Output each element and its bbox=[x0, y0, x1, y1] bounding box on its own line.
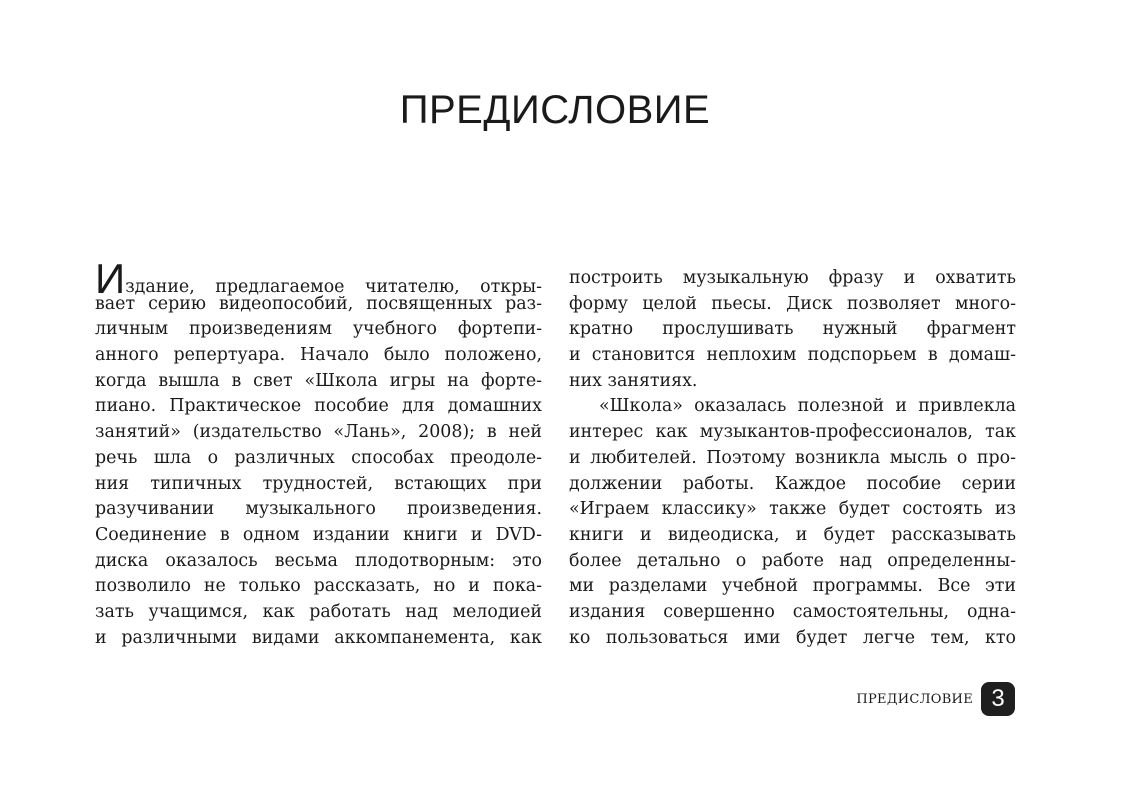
text-line: форму целой пьесы. Диск позволяет много- bbox=[569, 293, 1016, 314]
text-line: диска оказалось весьма плодотворным: это bbox=[95, 550, 542, 571]
text-line: «Школа» оказалась полезной и привлекла bbox=[599, 396, 1016, 417]
text-line: личным произведениям учебного фортепи- bbox=[95, 319, 542, 340]
text-line-content: здание, предлагаемое читателю, откры- bbox=[125, 277, 542, 297]
text-line: Соединение в одном издании книги и DVD- bbox=[95, 524, 542, 545]
left-column bbox=[95, 255, 542, 651]
text-line: речь шла о различных способах преодоле- bbox=[95, 447, 542, 468]
text-line: «Играем классику» также будет состоять из bbox=[569, 499, 1016, 520]
text-line: пиано. Практическое пособие для домашних bbox=[95, 396, 542, 417]
page-title: ПРЕДИСЛОВИЕ bbox=[399, 88, 711, 132]
right-column bbox=[569, 266, 1016, 651]
text-line: должении работы. Каждое пособие серии bbox=[569, 473, 1016, 494]
text-line: позволило не только рассказать, но и пока- bbox=[95, 576, 542, 597]
text-line: и любителей. Поэтому возникла мысль о про- bbox=[569, 447, 1016, 468]
text-line: них занятиях. bbox=[569, 370, 698, 391]
text-line: издания совершенно самостоятельны, одна- bbox=[569, 601, 1016, 622]
drop-cap: И bbox=[95, 255, 126, 302]
text-line: занятий» (издательство «Лань», 2008); в ней bbox=[95, 422, 542, 443]
text-line: когда вышла в свет «Школа игры на форте- bbox=[95, 370, 542, 391]
text-line bbox=[95, 255, 542, 302]
text-line: интерес как музыкантов-профессионалов, так bbox=[569, 422, 1016, 443]
page-number: 3 bbox=[981, 682, 1015, 716]
text-line: ния типичных трудностей, встающих при bbox=[95, 473, 542, 494]
text-line: построить музыкальную фразу и охватить bbox=[569, 268, 1016, 288]
text-line: и становится неплохим подспорьем в домаш- bbox=[569, 345, 1016, 366]
text-line: разучивании музыкального произведения. bbox=[95, 499, 542, 520]
text-line: и различными видами аккомпанемента, как bbox=[95, 627, 542, 648]
text-line: вает серию видеопособий, посвященных раз- bbox=[95, 293, 542, 314]
text-line: более детально о работе над определенны- bbox=[569, 550, 1016, 571]
page-footer bbox=[856, 682, 1015, 716]
running-head: ПРЕДИСЛОВИЕ bbox=[856, 691, 973, 707]
text-line: кратно прослушивать нужный фрагмент bbox=[569, 319, 1016, 340]
text-line: ми разделами учебной программы. Все эти bbox=[569, 576, 1016, 597]
text-line: анного репертуара. Начало было положено, bbox=[95, 345, 542, 366]
text-line: ко пользоваться ими будет легче тем, кто bbox=[569, 627, 1016, 648]
text-line: зать учащимся, как работать над мелодией bbox=[95, 601, 542, 622]
text-line: книги и видеодиска, и будет рассказывать bbox=[569, 524, 1016, 545]
